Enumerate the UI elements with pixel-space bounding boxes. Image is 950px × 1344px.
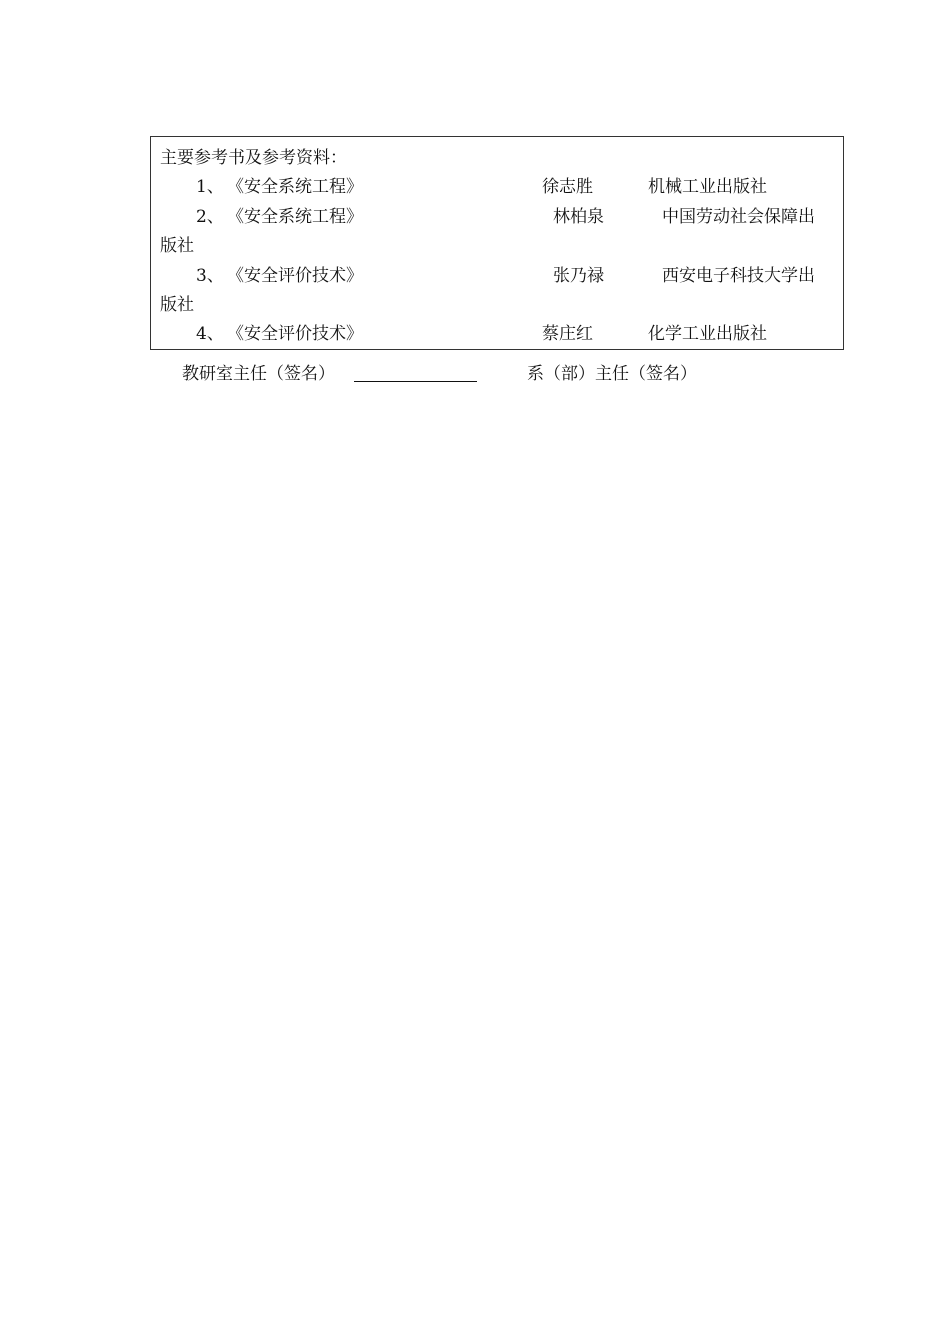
reference-item-3-publisher: 西安电子科技大学出 <box>662 266 815 286</box>
reference-item-3-number: 3、 <box>196 266 224 286</box>
reference-item-4-publisher: 化学工业出版社 <box>648 324 767 344</box>
reference-item-1-author: 徐志胜 <box>542 177 593 197</box>
reference-item-1-number: 1、 <box>196 177 224 197</box>
reference-item-1-publisher: 机械工业出版社 <box>648 177 767 197</box>
teaching-office-director-signature-label: 教研室主任（签名） <box>182 364 335 384</box>
reference-item-2-author: 林柏泉 <box>553 207 604 227</box>
department-director-signature-label: 系（部）主任（签名） <box>527 364 697 384</box>
reference-item-3-author: 张乃禄 <box>553 266 604 286</box>
reference-item-4-author: 蔡庄红 <box>542 324 593 344</box>
teaching-office-director-signature-line <box>354 381 477 382</box>
reference-item-3-title: 《安全评价技术》 <box>227 266 363 286</box>
reference-item-1-title: 《安全系统工程》 <box>227 177 363 197</box>
reference-item-2-title: 《安全系统工程》 <box>227 207 363 227</box>
reference-item-3-publisher-continued: 版社 <box>160 295 194 315</box>
reference-item-2-number: 2、 <box>196 207 224 227</box>
reference-item-2-publisher: 中国劳动社会保障出 <box>662 207 815 227</box>
reference-item-4-title: 《安全评价技术》 <box>227 324 363 344</box>
reference-item-2-publisher-continued: 版社 <box>160 236 194 256</box>
reference-box <box>150 136 844 350</box>
references-heading: 主要参考书及参考资料： <box>160 148 347 168</box>
reference-item-4-number: 4、 <box>196 324 224 344</box>
